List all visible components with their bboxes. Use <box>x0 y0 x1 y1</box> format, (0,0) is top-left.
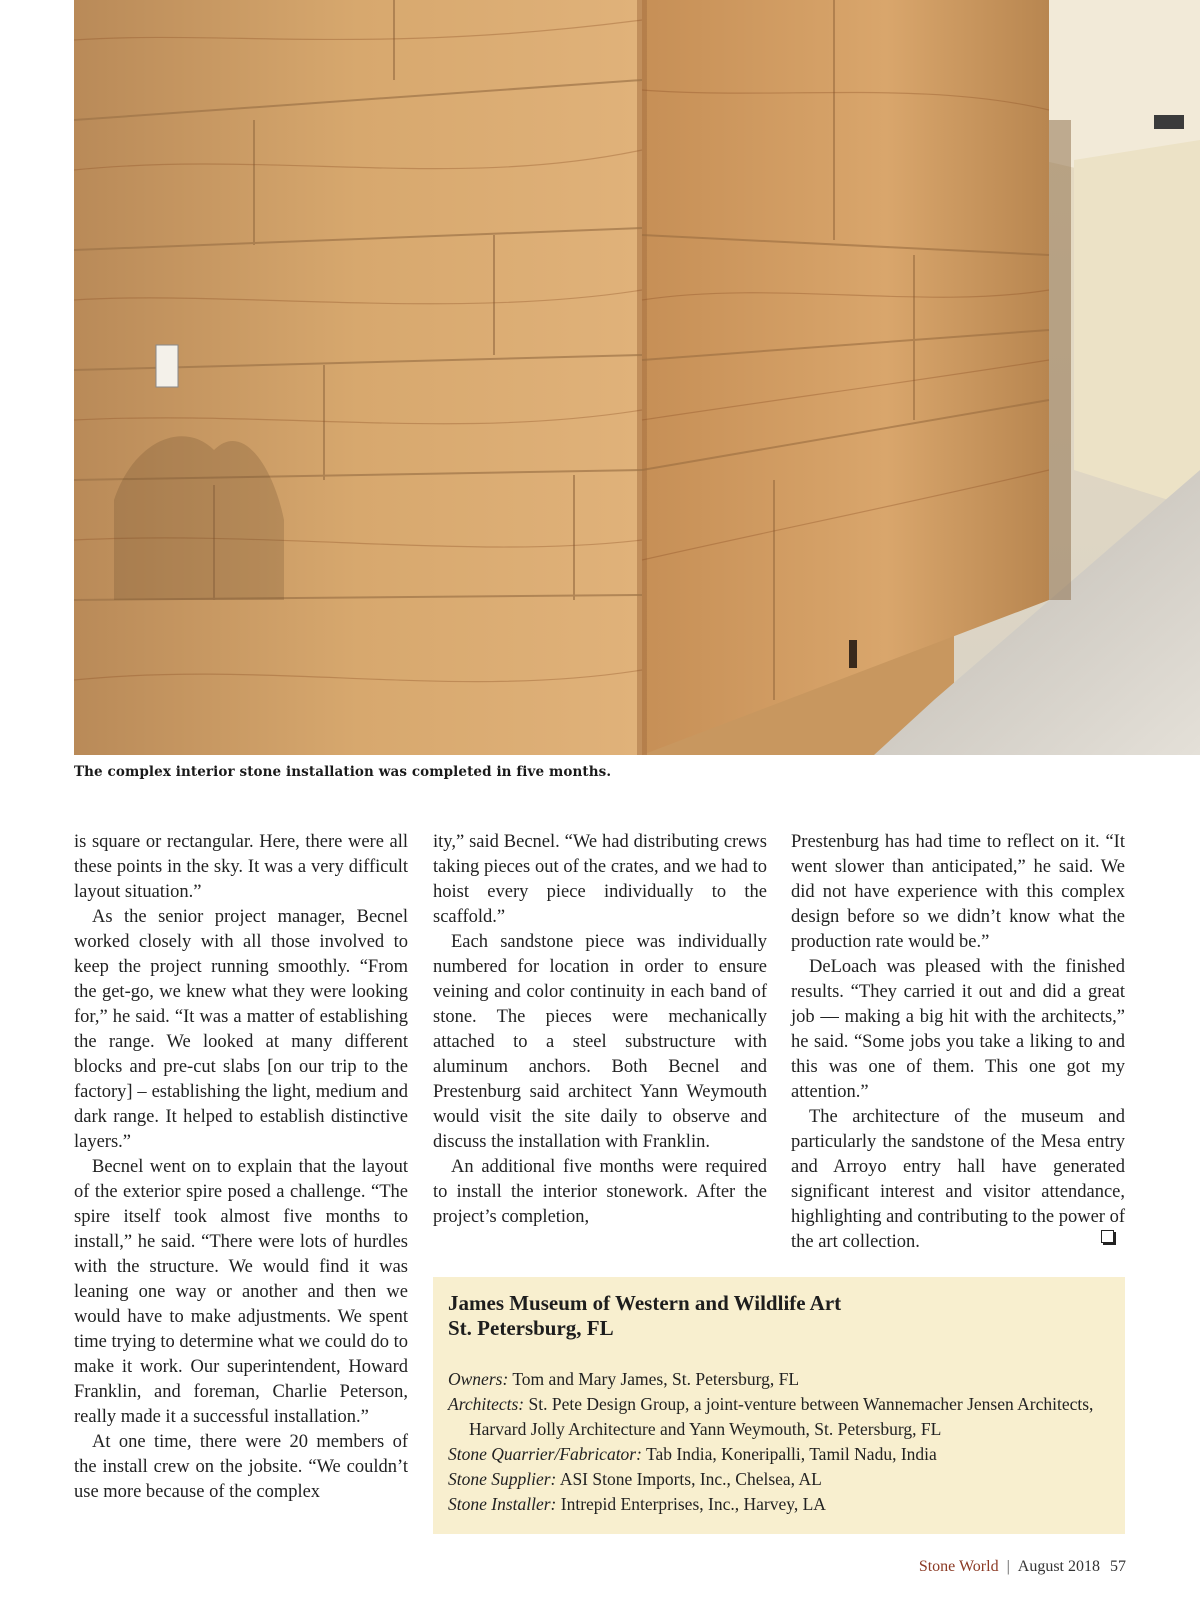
credit-role: Owners: <box>448 1369 509 1389</box>
paragraph: The architecture of the museum and particularly the sandstone of the Mesa entry and Arroyo entry hall have generated significant interest and visitor attendance, highlighting and contributing to the power of the art collection. <box>791 1107 1125 1252</box>
credit-value: Intrepid Enterprises, Inc., Harvey, LA <box>560 1494 826 1514</box>
credits-list <box>448 1367 1110 1517</box>
page-footer <box>919 1558 1126 1576</box>
project-credits-box <box>433 1277 1125 1534</box>
issue-date: August 2018 <box>1017 1558 1100 1575</box>
paragraph: Prestenburg has had time to reflect on it. “It went slower than anticipated,” he said. We did not have experience with this complex design before so we didn’t know what the production rate would be.” <box>791 832 1125 952</box>
end-of-article-icon <box>1101 1230 1114 1243</box>
body-column-2 <box>433 830 767 1230</box>
article-photo <box>74 0 1200 755</box>
page-number: 57 <box>1110 1558 1126 1575</box>
credit-fabricator <box>448 1442 1110 1467</box>
credit-role: Stone Quarrier/Fabricator: <box>448 1444 642 1464</box>
body-column-3 <box>791 830 1125 1255</box>
sandstone-wall-image <box>74 0 1200 755</box>
credit-value: Tom and Mary James, St. Petersburg, FL <box>512 1369 800 1389</box>
publication-name: Stone World <box>918 1558 999 1575</box>
project-location: St. Petersburg, FL <box>448 1316 614 1340</box>
paragraph: DeLoach was pleased with the finished results. “They carried it out and did a great job — making a big hit with the architects,” he said. “Some jobs you take a liking to and this was one of them. This one got my attention.” <box>791 957 1125 1102</box>
credit-supplier <box>448 1467 1110 1492</box>
paragraph: At one time, there were 20 members of the install crew on the jobsite. “We couldn’t use more because of the complex <box>74 1432 408 1502</box>
project-title <box>448 1291 1110 1341</box>
credit-installer <box>448 1492 1110 1517</box>
photo-caption: The complex interior stone installation was completed in five months. <box>74 764 612 780</box>
project-name: James Museum of Western and Wildlife Art <box>448 1291 842 1315</box>
credit-role: Stone Supplier: <box>448 1469 557 1489</box>
paragraph: ity,” said Becnel. “We had distributing crews taking pieces out of the crates, and we had to hoist every piece individually to the scaffold.” <box>433 832 767 927</box>
paragraph: Becnel went on to explain that the layout of the exterior spire posed a challenge. “The spire itself took almost five months to install,” he said. “There were lots of hurdles with the structure. We would find it was leaning one way or another and then we would have to make adjustments. We spent time trying to determine what we could do to make it work. Our superintendent, Howard Franklin, and foreman, Charlie Peterson, really made it a successful installation.” <box>74 1157 408 1427</box>
credit-value: St. Pete Design Group, a joint-venture between Wannemacher Jensen Architects, Harvard Jolly Architecture and Yann Weymouth, St. Petersburg, FL <box>469 1394 1094 1439</box>
credit-architects <box>448 1392 1110 1442</box>
paragraph: Each sandstone piece was individually numbered for location in order to ensure veining and color continuity in each band of stone. The pieces were mechanically attached to a steel substructure with aluminum anchors. Both Becnel and Prestenburg said architect Yann Weymouth would visit the site daily to observe and discuss the installation with Franklin. <box>433 932 767 1152</box>
paragraph: is square or rectangular. Here, there were all these points in the sky. It was a very difficult layout situation.” <box>74 832 408 902</box>
credit-value: ASI Stone Imports, Inc., Chelsea, AL <box>559 1469 822 1489</box>
credit-owners <box>448 1367 1110 1392</box>
paragraph: An additional five months were required to install the interior stonework. After the project’s completion, <box>433 1157 767 1227</box>
paragraph: As the senior project manager, Becnel worked closely with all those involved to keep the project running smoothly. “From the get-go, we knew what they were looking for,” he said. “It was a matter of establishing the range. We looked at many different blocks and pre-cut slabs [on our trip to the factory] – establishing the light, medium and dark range. It helped to establish distinctive layers.” <box>74 907 408 1152</box>
credit-role: Stone Installer: <box>448 1494 557 1514</box>
body-column-1 <box>74 830 408 1505</box>
credit-role: Architects: <box>448 1394 525 1414</box>
footer-separator: | <box>1006 1558 1010 1575</box>
credit-value: Tab India, Koneripalli, Tamil Nadu, India <box>646 1444 937 1464</box>
